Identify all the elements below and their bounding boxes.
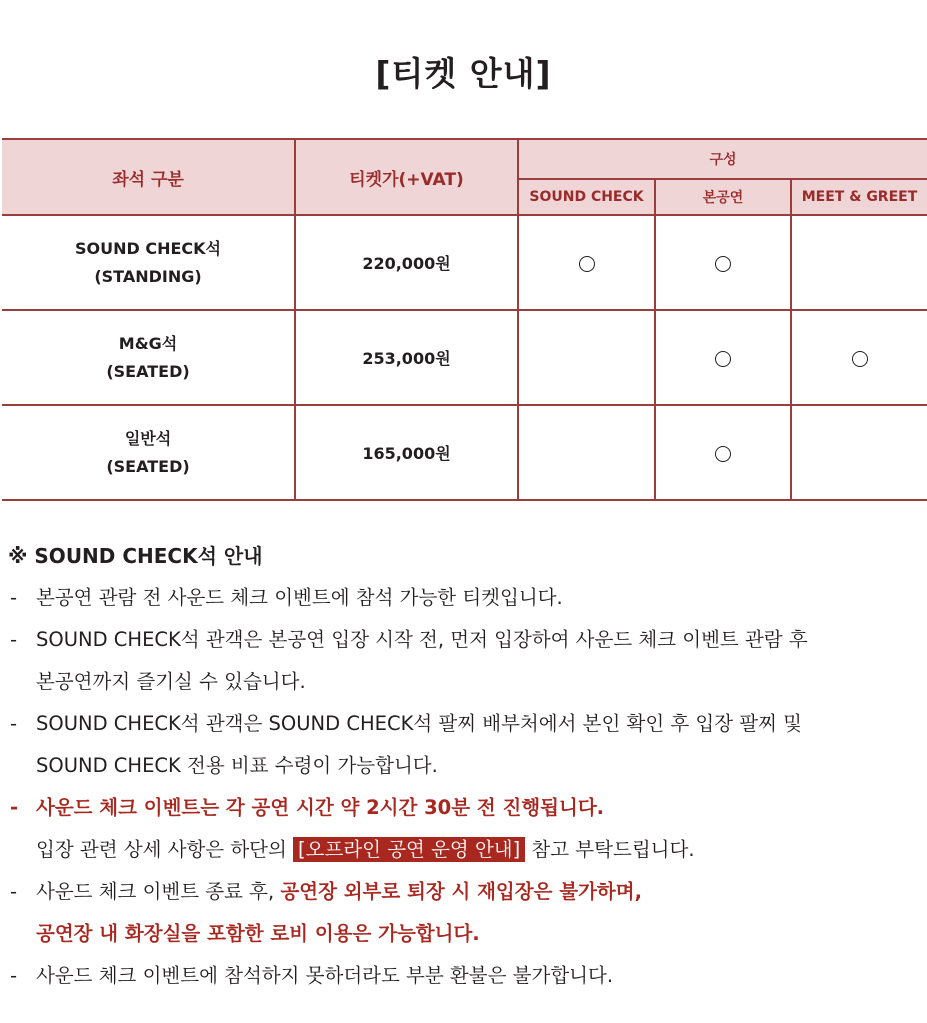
main-show-cell <box>655 215 791 310</box>
notice-item-continued <box>8 745 923 787</box>
seat-type: (STANDING) <box>94 266 202 286</box>
notice-text <box>36 871 642 913</box>
header-sound-check: SOUND CHECK <box>518 179 655 215</box>
dash-bullet: - <box>10 712 18 735</box>
dash-bullet: - <box>10 796 19 819</box>
notice-text-post: 참고 부탁드립니다. <box>525 838 695 861</box>
seat-name: M&G석 <box>118 333 178 353</box>
notice-item <box>8 871 923 913</box>
notice-text <box>36 829 695 871</box>
notice-text: SOUND CHECK 전용 비표 수령이 가능합니다. <box>36 754 438 777</box>
seat-type: (SEATED) <box>106 456 190 476</box>
notice-text-emphasis: 사운드 체크 이벤트는 각 공연 시간 약 2시간 30분 전 진행됩니다. <box>36 796 605 819</box>
notice-item <box>8 619 923 661</box>
notice-text: 사운드 체크 이벤트에 참석하지 못하더라도 부분 환불은 불가합니다. <box>36 964 614 987</box>
notice-item <box>8 577 923 619</box>
meet-greet-cell <box>791 405 927 500</box>
meet-greet-cell <box>791 310 927 405</box>
notice-text: SOUND CHECK석 관객은 본공연 입장 시작 전, 먼저 입장하여 사운드 체크 이벤트 관람 후 <box>36 628 808 651</box>
notice-item-continued <box>8 829 923 871</box>
notice-item-continued <box>8 913 923 955</box>
notice-text: 본공연까지 즐기실 수 있습니다. <box>36 670 306 693</box>
dash-bullet: - <box>10 964 18 987</box>
table-row <box>2 405 927 500</box>
seat-name: SOUND CHECK석 <box>74 238 222 258</box>
notice-text-emphasis: 공연장 내 화장실을 포함한 로비 이용은 가능합니다. <box>36 922 480 945</box>
included-circle-icon <box>579 256 595 272</box>
main-show-cell <box>655 310 791 405</box>
notice-text: SOUND CHECK석 관객은 SOUND CHECK석 팔찌 배부처에서 본인 확인 후 입장 팔찌 및 <box>36 712 803 735</box>
offline-guide-highlight: [오프라인 공연 운영 안내] <box>293 837 525 862</box>
price-cell: 220,000원 <box>295 215 518 310</box>
header-main-show: 본공연 <box>655 179 791 215</box>
seat-cell <box>2 405 295 500</box>
sound-check-notice <box>8 535 923 997</box>
header-meet-greet: MEET & GREET <box>791 179 927 215</box>
header-composition: 구성 <box>518 139 927 179</box>
notice-text-pre: 입장 관련 상세 사항은 하단의 <box>36 838 294 861</box>
seat-name: 일반석 <box>124 428 172 448</box>
dash-bullet: - <box>10 628 18 651</box>
table-row <box>2 310 927 405</box>
notice-text-emphasis: 공연장 외부로 퇴장 시 재입장은 불가하며, <box>280 880 642 903</box>
price-cell: 165,000원 <box>295 405 518 500</box>
dash-bullet: - <box>10 586 18 609</box>
notice-text: 본공연 관람 전 사운드 체크 이벤트에 참석 가능한 티켓입니다. <box>36 586 563 609</box>
notice-item-continued <box>8 661 923 703</box>
page-title: [티켓 안내] <box>375 54 552 93</box>
ticket-table <box>2 138 927 501</box>
sound-check-cell <box>518 215 655 310</box>
header-seat: 좌석 구분 <box>2 139 295 215</box>
included-circle-icon <box>715 446 731 462</box>
seat-type: (SEATED) <box>106 361 190 381</box>
sound-check-cell <box>518 405 655 500</box>
table-row <box>2 215 927 310</box>
included-circle-icon <box>715 256 731 272</box>
notice-item <box>8 787 923 829</box>
main-show-cell <box>655 405 791 500</box>
seat-cell <box>2 215 295 310</box>
meet-greet-cell <box>791 215 927 310</box>
notice-item <box>8 703 923 745</box>
sound-check-cell <box>518 310 655 405</box>
included-circle-icon <box>715 351 731 367</box>
included-circle-icon <box>852 351 868 367</box>
notice-heading: ※ SOUND CHECK석 안내 <box>8 544 263 568</box>
notice-item <box>8 955 923 997</box>
seat-cell <box>2 310 295 405</box>
notice-text-pre: 사운드 체크 이벤트 종료 후, <box>36 880 281 903</box>
dash-bullet: - <box>10 880 18 903</box>
header-price: 티켓가(+VAT) <box>295 139 518 215</box>
price-cell: 253,000원 <box>295 310 518 405</box>
